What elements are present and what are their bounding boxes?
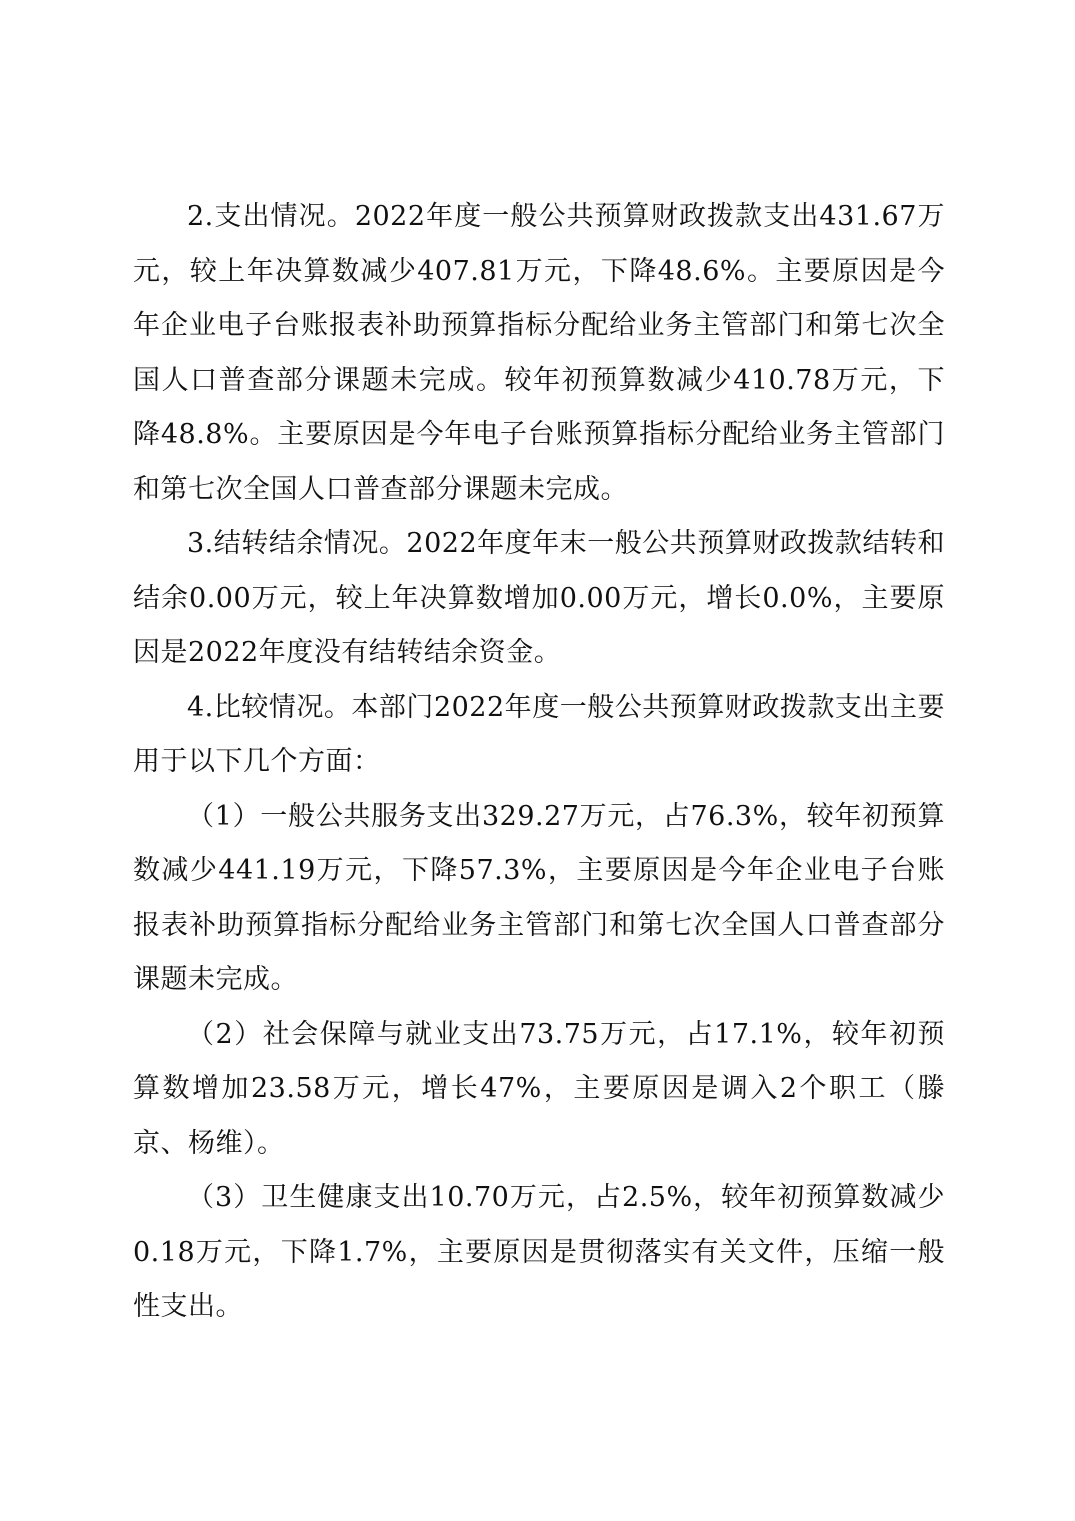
paragraph-social-security: （2）社会保障与就业支出73.75万元，占17.1%，较年初预算数增加23.58万元，增长47%，主要原因是调入2个职工（滕京、杨维）。 <box>133 1018 945 1159</box>
paragraph-public-services: （1）一般公共服务支出329.27万元，占76.3%，较年初预算数减少441.19万元，下降57.3%，主要原因是今年企业电子台账报表补助预算指标分配给业务主管部门和第七次全国人口普查部分课题未完成。 <box>133 800 945 995</box>
paragraph-comparison: 4.比较情况。本部门2022年度一般公共预算财政拨款支出主要用于以下几个方面： <box>133 691 945 777</box>
paragraph-expenditure: 2.支出情况。2022年度一般公共预算财政拨款支出431.67万元，较上年决算数减少407.81万元，下降48.6%。主要原因是今年企业电子台账报表补助预算指标分配给业务主管部门和第七次全国人口普查部分课题未完成。较年初预算数减少410.78万元，下降48.8%。主要原因是今年电子台账预算指标分配给业务主管部门和第七次全国人口普查部分课题未完成。 <box>133 201 945 505</box>
paragraph-carryover: 3.结转结余情况。2022年度年末一般公共预算财政拨款结转和结余0.00万元，较上年决算数增加0.00万元，增长0.0%，主要原因是2022年度没有结转结余资金。 <box>133 528 945 668</box>
document-body <box>133 190 945 1335</box>
paragraph-health: （3）卫生健康支出10.70万元，占2.5%，较年初预算数减少0.18万元，下降1.7%，主要原因是贯彻落实有关文件，压缩一般性支出。 <box>133 1182 945 1322</box>
